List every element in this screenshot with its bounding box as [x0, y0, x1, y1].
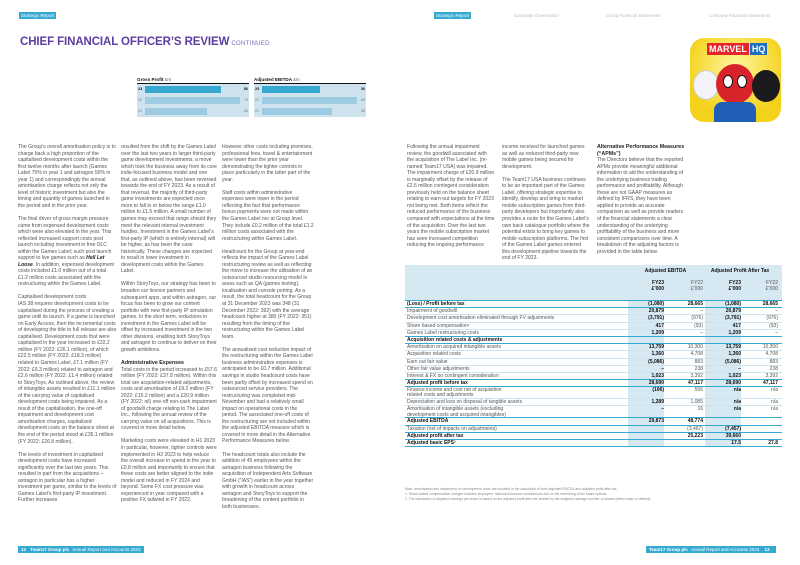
cell-value: 29,873 — [648, 418, 664, 425]
chart-row — [137, 95, 249, 106]
spidey-body — [714, 102, 756, 122]
table-row — [405, 308, 782, 315]
cell-value: 1,360 — [651, 351, 664, 358]
page-number: 12 — [21, 547, 27, 552]
paragraph: The headcount totals also include the addition of 45 employees within the astragon business following the acquisition of Independent Arts Software GmbH (“IAS”) earlier in the year together with growth in headcount across astragon and StoryToys to support the broadening of the content portfolio in both businesses. — [222, 451, 314, 510]
column-year: FY23 — [652, 280, 664, 286]
cell-value: 28,665 — [687, 301, 703, 307]
eye-icon — [723, 75, 733, 88]
year-label: 22 — [138, 98, 143, 102]
table-footnote-2: 2. The calculation of adjusted earnings per share is based on the adjusted profit after tax divided by the weighted average number of shares (either basic or diluted). — [405, 497, 651, 501]
year-label: 23 — [255, 87, 260, 91]
row-label: Impairment of goodwill — [407, 308, 458, 315]
title-main: CHIEF FINANCIAL OFFICER’S REVIEW — [20, 36, 230, 48]
paragraph — [18, 216, 117, 288]
cell-value: (5,086) — [725, 358, 741, 365]
table-row — [405, 337, 782, 344]
section-tag-strategic-report[interactable]: Strategic Report — [21, 13, 55, 18]
cell-value: n/a — [771, 387, 778, 394]
eye-icon — [737, 75, 747, 88]
table-row — [405, 373, 782, 380]
bar-value: 46 — [243, 109, 248, 113]
row-label: Amortisation on acquired intangible assets — [407, 344, 501, 351]
row-label: Amortisation of intangible assets (excluding development costs and acquired intangibles) — [407, 406, 506, 418]
table-row — [405, 380, 782, 387]
paragraph: Headcount for the Group at year-end reflects the impact of the Games Label restructuring review as well as reflecting the move to increase the utilisation of an outsourced studio resourcing model in areas such as QA (games testing), localisation and console porting. As a result, the total headcount for the Group at 31 December 2023 was 348 (31 December 2022: 392) with the average headcount higher at 380 (FY 2022: 351) resulting from the timing of the restructuring within the Games Label team. — [222, 248, 313, 340]
cell-value: 1,209 — [651, 329, 664, 336]
cell-value: (1,080) — [725, 301, 741, 307]
paragraph: IAS 38 requires development costs to be capitalised during the process of creating a game until its launch. If a game is launched on Early Access, then the incremental costs of developing the title to full release are also capitalised. Development costs that were capitalised in the year increased to £32.2 million (FY 2022: £26.1 million), of which £22.5 million (FY 2022: £18.3 million) related to Games Label, £7.1 million (FY 2022: £6.3 million) related to astragon and £2.6 million (FY 2022: £1.4 million) related to StoryToys. As outlined above, the review of intangible assets resulted in £11.1 million of the carrying value of capitalised development costs being impaired. As a result of the capitalisation, the one-off impairment and development cost amortisation charges, capitalised development costs on the balance sheet at the end of the period stood at £35.1 million (FY 2022: £26.8 million). — [18, 301, 117, 445]
row-label: Adjusted EBITDA — [407, 418, 449, 425]
cell-value: 47,117 — [687, 380, 703, 387]
cell-value: 16 — [697, 406, 703, 413]
column-year: FY22 — [691, 280, 703, 286]
row-label: Adjusted profit before tax — [407, 380, 468, 387]
row-label: Taxation (net of impacts on adjustments) — [407, 425, 497, 432]
bar-value: 70 — [243, 98, 248, 102]
section-heading: Administrative Expenses — [121, 359, 184, 366]
cell-value: 13,759 — [648, 344, 664, 351]
year-label: 22 — [255, 98, 260, 102]
cell-value: – — [661, 406, 664, 413]
row-label: Adjusted basic EPS² — [407, 440, 456, 446]
bar — [262, 108, 332, 115]
chart-row — [137, 106, 249, 117]
cell-value: (5,086) — [648, 358, 664, 365]
cell-value: 20,879 — [725, 308, 741, 315]
cell-value: (3,791) — [648, 315, 664, 322]
paragraph: The Directors believe that the reported APMs provide meaningful additional information to aid the understanding of the underlying business trading performance and profitability. Although these are not GAAP measures as defined by IFRS, they have been applied to provide an accurate comparison as well as provide readers of the financial statements a clear understanding of the underlying profitability of the business and more consistent comparisons over time. A breakdown of the adjusting factors is provided in the table below. — [597, 157, 684, 255]
table-note: Note: amortisation and impairment on development costs are included in the calculation of both adjusted EBITDA and adjusted profit after tax. — [405, 487, 618, 491]
table-row — [405, 351, 782, 358]
cell-value: 13,759 — [725, 344, 741, 351]
cell-value: (3,791) — [725, 315, 741, 322]
row-label: Adjusted profit after tax — [407, 432, 464, 439]
column-header — [628, 280, 664, 292]
cell-value: 1,209 — [728, 329, 741, 336]
cell-value: (7,457) — [725, 425, 741, 432]
cell-value: (106) — [652, 387, 664, 394]
paragraph: Staff costs within administrative expenses were lower in the period reflecting the fact that performance bonus payments were not made within the Games Label nor at Group level. They include £0.2 million of the total £1.2 million costs associated with the restructuring within Games Label. — [222, 189, 314, 242]
cell-value: 48,774 — [687, 418, 703, 425]
footer-left — [18, 546, 144, 553]
nav-company-financial-statements[interactable]: Company Financial Statements — [709, 13, 771, 18]
cell-value: n/a — [733, 387, 741, 394]
paragraph: Total costs in the period increased to £57.6 million (FY 2022: £37.8 million). Within this total are acquisition-related adjustments, costs and amortisation of £9.2 million (FY 2022: £15.2 million) and a £20.9 million (FY 2022: nil) one-off non-cash impairment of goodwill charge relating to The Label Inc., following the annual review of the carrying value on all acquisitions. This is covered in more detail below. — [121, 366, 217, 432]
row-label: Development cost amortisation eliminated through FV adjustments — [407, 315, 555, 322]
table-row — [405, 366, 782, 373]
section-heading: Alternative Performance Measures (“APMs”) — [597, 144, 685, 157]
table-row — [405, 359, 782, 366]
marvel-hq-app-image — [690, 38, 781, 122]
nav-corporate-governance[interactable]: Corporate Governance — [514, 13, 559, 18]
table-row — [405, 399, 782, 406]
company-name: Team17 Group plc — [649, 547, 688, 552]
column-unit: £’000 — [690, 286, 703, 292]
cell-value: 3,392 — [690, 372, 703, 379]
cell-value: 27.8 — [768, 440, 778, 446]
paragraph: Marketing costs were elevated in H1 2023 in particular, however, tighter controls were implemented in H2 2023 to help reduce the overall increase in spend in the year to £0.8 million and importantly to ensure that these costs are better aligned to the indie model and reduced in FY 2024 and beyond. Some FX cost pressure was experienced in year compared with a positive FX tailwind in FY 2022. — [121, 438, 217, 504]
paragraph: resulted from the shift by the Games Label over the last two years to larger third-party game development investments, a move which took the business away from its core indie-focused business model and one that, as outlined above, has been reversed towards the end of FY 2023. As a result of that reversal, the majority of third-party game investments are expected once more to fall in or below the range £1.0 million to £1.5 million. A small number of games may exceed that range should they meet the relevant internal investment hurdles. Investment in the Games Label’s first-party IP (which is entirely internal) will be higher, as has been the case historically. These changes are expected to result in lower investment in development costs within the Games Label. — [121, 144, 217, 275]
table-row — [405, 387, 782, 399]
cell-value: – — [700, 308, 703, 315]
cell-value: 417 — [732, 322, 741, 329]
bar-value: 36 — [360, 109, 365, 113]
bar — [262, 97, 357, 104]
table-row — [405, 426, 782, 433]
table-row — [405, 418, 782, 425]
apm-table — [405, 265, 782, 447]
left-column-3 — [222, 144, 314, 517]
cell-value: 28,690 — [725, 380, 741, 387]
paragraph: Following the annual impairment review, the goodwill associated with the acquisition of The Label Inc. (re-named Team17 USA) was impaired. The impairment charge of £20.9 million is marginally offset by the release of £2.6 million contingent consideration previously held on the balance sheet relating to earn-out targets for FY 2023 not being met. Both items reflect the reduced performance of the business compared with expectations at the time of the acquisition. Over the last two years the mobile subscription market has seen increased competition reducing the ongoing performance — [407, 144, 495, 249]
paragraph: However other costs including premises, professional fees, travel & entertainment were lower than the prior year demonstrating the tighter controls in place particularly in the latter part of the year. — [222, 144, 313, 183]
right-column-1 — [407, 144, 495, 255]
cell-value: 10,300 — [687, 344, 703, 351]
table-row — [405, 344, 782, 351]
cell-value: 4,708 — [765, 351, 778, 358]
year-label: 23 — [138, 87, 143, 91]
chart-unit: £m — [164, 77, 172, 82]
report-name: Annual Report and Accounts 2023 — [72, 547, 141, 552]
column-year: FY23 — [729, 280, 741, 286]
cell-value: n/a — [771, 406, 778, 413]
report-name: Annual Report and Accounts 2023 — [690, 547, 760, 552]
bar — [145, 108, 207, 115]
cell-value: 47,117 — [762, 380, 778, 387]
chart-title-text: Gross Profit — [137, 77, 164, 82]
paragraph: income received for launched games as well as reduced third-party new mobile games being secured for development. — [502, 144, 585, 170]
cell-value: 10,300 — [762, 344, 778, 351]
right-column-2 — [502, 144, 590, 268]
cell-value: 28,690 — [648, 380, 664, 387]
company-name: Team17 Group plc — [30, 547, 70, 552]
cell-value: (93) — [694, 322, 703, 329]
gross-profit-chart — [137, 77, 249, 117]
cell-value: 1,023 — [651, 372, 664, 379]
cell-value: – — [775, 329, 778, 336]
cell-value: 17.5 — [731, 440, 741, 446]
cell-value: 4,708 — [690, 351, 703, 358]
cell-value: n/a — [771, 399, 778, 406]
cell-value: – — [775, 308, 778, 315]
table-row — [405, 315, 782, 322]
footer-right — [646, 546, 776, 553]
chart-unit: £m — [293, 77, 300, 82]
cell-value: 20,879 — [648, 308, 664, 315]
cell-value: (1,080) — [648, 301, 664, 307]
paragraph: The Group’s overall amortisation policy is to charge back a high proportion of the capitalised development costs within the first twelve months after launch (Games Label 70% in year 1 and astragon 50% in year 1) and correspondingly the annual amortisation charge reflects not only the level of historic investment but also the timing and quantity of games launched in the period and in the prior year. — [18, 144, 116, 209]
cell-value: 25,223 — [687, 432, 703, 439]
bar-value: 56 — [243, 87, 248, 91]
page-title — [20, 36, 270, 48]
table-row — [405, 323, 782, 330]
row-label: Depreciation and loss on disposal of tangible assets — [407, 399, 523, 406]
nav-strategic-report[interactable]: Strategic Report — [436, 13, 470, 18]
nav-group-financial-statements[interactable]: Group Financial Statements — [606, 13, 661, 18]
cell-value: 883 — [694, 358, 703, 365]
row-label: Acquisition related costs & adjustments — [407, 336, 503, 343]
left-column-1 — [18, 144, 117, 510]
bar — [145, 86, 221, 93]
year-label: 21 — [255, 109, 260, 113]
cell-value: 39,660 — [725, 432, 741, 439]
row-label: (Loss) / Profit before tax — [407, 301, 465, 307]
bar — [145, 97, 240, 104]
chart-row — [254, 106, 366, 117]
cell-value: 417 — [655, 322, 664, 329]
table-row — [405, 301, 782, 308]
cell-value: 1,023 — [728, 372, 741, 379]
table-header — [405, 265, 782, 301]
cell-value: (976) — [691, 315, 703, 322]
bar — [262, 86, 320, 93]
paragraph: The annualised cost reduction impact of the restructuring within the Games Label business administrative expenses is anticipated to be £0.7 million. Additional savings in studio headcount costs have been partly offset by increased spend on outsourced service providers. The restructuring was completed mid-November and had a relatively small impact on operational costs in the period. The associated one-off costs of the restructuring are not included within the adjusted EBITDA measure which is covered in more detail in the Alternative Performance Measures below. — [222, 346, 313, 445]
cell-value: 1,085 — [690, 399, 703, 406]
chart-plot — [254, 83, 366, 117]
chart-row — [137, 84, 249, 95]
column-unit: £’000 — [765, 286, 778, 292]
cell-value: 3,392 — [765, 372, 778, 379]
table-row — [405, 440, 782, 447]
cell-value: 238 — [769, 365, 778, 372]
right-column-3 — [597, 144, 685, 262]
row-label: Other fair value adjustments — [407, 365, 470, 372]
cell-value: n/a — [733, 406, 741, 413]
cell-value: 28,665 — [762, 301, 778, 307]
left-column-2 — [121, 144, 217, 510]
title-suffix: CONTINUED — [231, 41, 270, 47]
paragraph: The Team17 USA business continues to be an important part of the Games Label, offering strategic expertise to identify, develop and bring to market mobile subscription games from third-party developers but importantly also provides a route for the Games Label’s own back catalogue portfolio where the potential exists to bring key games to mobile subscription platforms. The first of the Games Label games entered this development pipeline towards the end of FY 2023. — [502, 176, 590, 262]
chart-row — [254, 95, 366, 106]
header-adjusted-ebitda: Adjusted EBITDA — [644, 268, 687, 274]
paragraph: Within StoryToys, our strategy has been to broaden our licence partners and subsequent apps, and within astragon, our focus has been to grow our content portfolio with new first-party IP simulation games. In the short term, reductions in investment in the Games Label will be offset by increased investment in the two other divisions, enabling both StoryToys and astragon to continue to deliver on their growth ambitions. — [121, 281, 217, 353]
cell-value: – — [738, 365, 741, 372]
cell-value: 1,360 — [728, 351, 741, 358]
cell-value: 238 — [694, 365, 703, 372]
bar-value: 49 — [360, 98, 365, 102]
paragraph: The levels of investment in capitalised development costs have increased significantly over the last two years. This resulted in part from the acquisitions – astragon in particular has a higher investment per game, similar to the levels of Games Label’s first-party IP investment. Further increases — [18, 451, 117, 504]
column-unit: £’000 — [728, 286, 741, 292]
text: The final driver of gross margin pressure came from expensed development costs which were also elevated in the year. This reflected increased support costs post launch including investment in free DLC within the Games Label; such post launch support to live games such as — [18, 215, 112, 262]
table-row — [405, 406, 782, 418]
page-number: 13 — [764, 547, 770, 552]
row-label: Share based compensation¹ — [407, 322, 470, 329]
bar-value: 30 — [360, 87, 365, 91]
column-header — [742, 280, 778, 292]
table-row — [405, 330, 782, 337]
text: . In addition, expensed development costs included £1.0 million out of a total £1.2 million costs associated with the restructuring within the Games Label. — [18, 261, 114, 288]
row-label: Games Label restructuring costs — [407, 329, 479, 336]
cell-value: (3,467) — [687, 425, 703, 432]
row-label: Finance income and cost net of acquisition related costs and adjustments — [407, 387, 502, 399]
year-label: 21 — [138, 109, 143, 113]
cell-value: 556 — [694, 387, 703, 394]
table-row — [405, 433, 782, 440]
column-unit: £’000 — [651, 286, 664, 292]
cell-value: – — [661, 365, 664, 372]
table-footnote-1: 1. Share-based compensation charges includes employers’ national insurance contributions due on the exercising of the share options. — [405, 492, 608, 496]
chart-row — [254, 84, 366, 95]
column-header — [705, 280, 741, 292]
miles-morales-icon — [752, 70, 780, 102]
game-title: Hell Let Loose — [18, 255, 105, 268]
cell-value: n/a — [733, 399, 741, 406]
marvel-hq-logo: MARVEL HQ — [709, 44, 766, 54]
subheading: Capitalised development costs — [18, 294, 87, 301]
spidey-face-icon — [716, 64, 754, 104]
cell-value: 1,289 — [651, 399, 664, 406]
column-header — [667, 280, 703, 292]
adjusted-ebitda-chart — [254, 77, 366, 117]
header-adjusted-pat: Adjusted Profit After Tax — [710, 268, 770, 274]
chart-title-text: Adjusted EBITDA — [254, 77, 293, 82]
chart-plot — [137, 83, 249, 117]
cell-value: (93) — [769, 322, 778, 329]
row-label: Interest & FX on contingent consideration — [407, 372, 499, 379]
row-label: Acquisition related costs — [407, 351, 461, 358]
column-year: FY22 — [766, 280, 778, 286]
cell-value: – — [700, 329, 703, 336]
cell-value: (976) — [766, 315, 778, 322]
cell-value: 883 — [769, 358, 778, 365]
row-label: Earn out fair value — [407, 358, 448, 365]
